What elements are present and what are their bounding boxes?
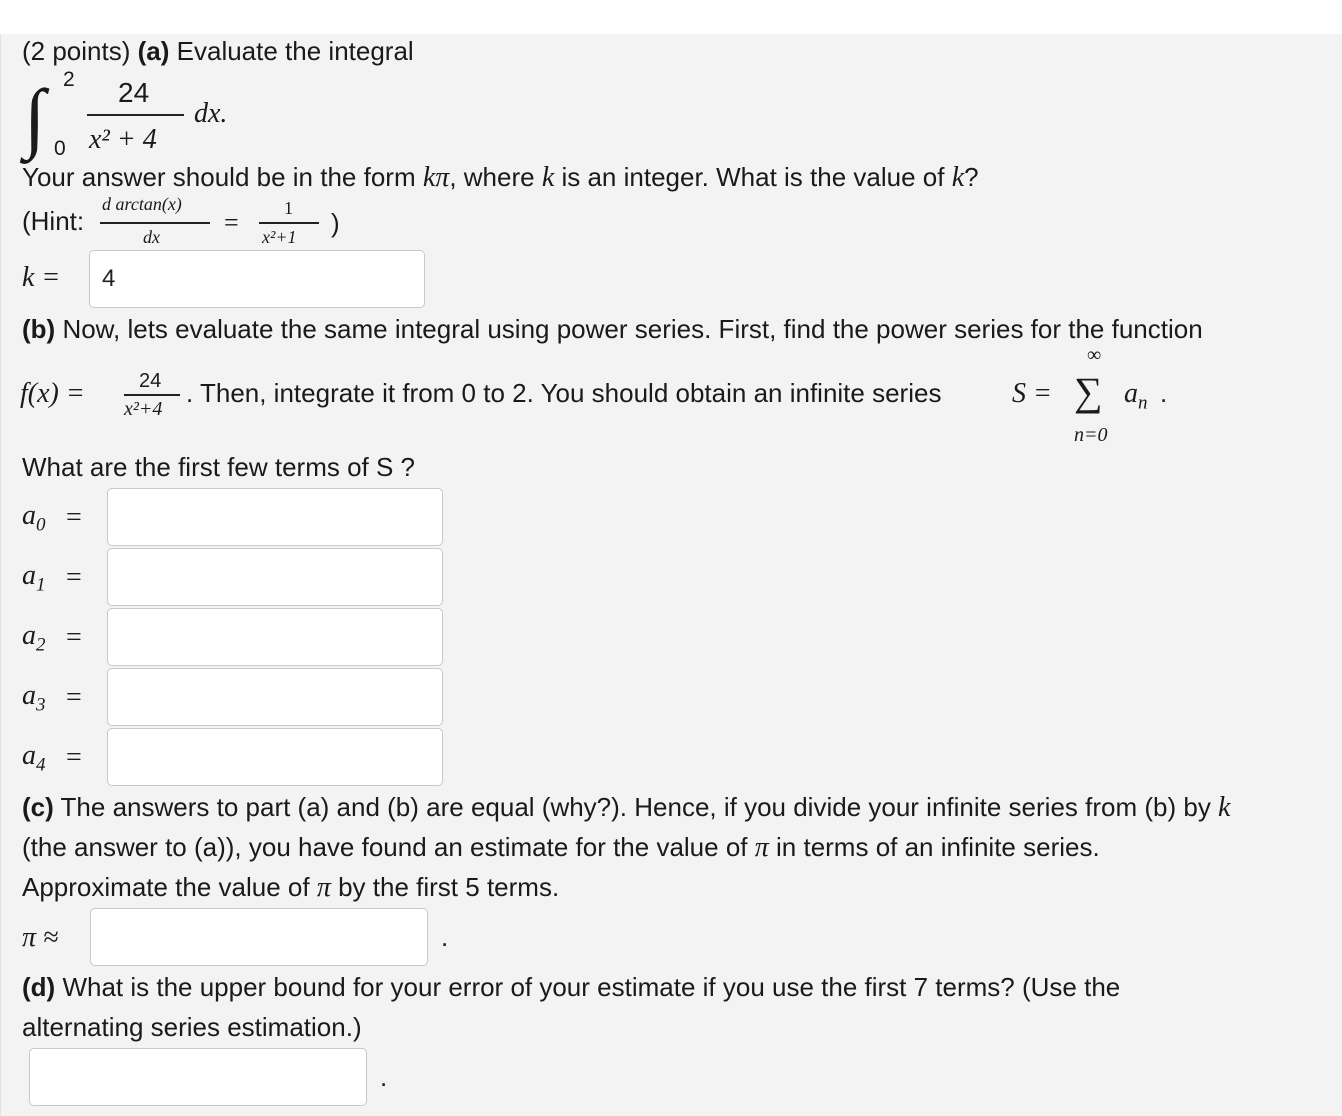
sum-lower-limit: n=0 [1074, 424, 1108, 446]
k-pi-symbol: kπ [422, 162, 450, 193]
part-a-header [22, 36, 414, 67]
error-bound-period: . [380, 1062, 388, 1092]
term-equals: = [66, 502, 82, 533]
integral-lower-limit: 0 [54, 137, 66, 160]
pi-approx-label: π ≈ [22, 922, 59, 953]
part-c-line-2 [22, 832, 1100, 864]
pi-estimate-input[interactable] [90, 908, 428, 966]
part-d-line-2: alternating series estimation.) [22, 1012, 362, 1042]
term-a3-input[interactable] [107, 668, 443, 726]
S-equals: S = [1012, 378, 1052, 409]
pi-symbol: π [754, 832, 769, 863]
sum-sign: ∑ [1074, 369, 1103, 414]
integral-sign: ∫ [24, 73, 46, 160]
term-label [22, 680, 46, 717]
fx-fraction-bar [124, 394, 180, 396]
integrand-fraction-bar [87, 114, 184, 116]
pi-symbol: π [316, 872, 331, 903]
a-n-letter: a [1124, 378, 1138, 409]
hint-close: ) [331, 208, 340, 238]
fx-denominator: x²+4 [124, 398, 163, 420]
term-a1-input[interactable] [107, 548, 443, 606]
part-c-line-1 [22, 792, 1230, 824]
integral-upper-limit: 2 [63, 68, 75, 91]
term-equals: = [66, 742, 82, 773]
k-symbol-question: k [951, 162, 965, 193]
part-c-text-3a: Approximate the value of [22, 872, 317, 902]
k-answer-input[interactable] [89, 250, 425, 308]
instruction-text-1: Your answer should be in the form [22, 162, 423, 192]
k-answer-label: k = [22, 262, 61, 293]
integrand-denominator: x² + 4 [89, 124, 157, 155]
term-equals: = [66, 562, 82, 593]
term-subscript: 1 [36, 574, 46, 596]
hint-open: (Hint: [22, 206, 85, 236]
hint-rhs-denominator: x²+1 [262, 227, 297, 247]
k-symbol-c: k [1218, 792, 1231, 823]
integral-differential: dx. [194, 98, 228, 129]
term-label [22, 620, 46, 657]
term-a0-input[interactable] [107, 488, 443, 546]
term-subscript: 3 [36, 694, 46, 716]
hint-lhs-denominator: dx [143, 227, 160, 247]
fx-numerator: 24 [139, 370, 162, 392]
a-n-term [1124, 378, 1148, 415]
terms-question: What are the first few terms of S ? [22, 452, 416, 482]
part-c-label: (c) [22, 792, 54, 822]
part-c-line-3 [22, 872, 559, 904]
term-a2-input[interactable] [107, 608, 443, 666]
k-symbol: k [541, 162, 555, 193]
part-d-line-1 [22, 972, 1120, 1003]
part-a-instruction [22, 162, 979, 194]
a-n-subscript: n [1138, 392, 1148, 414]
term-letter: a [22, 500, 36, 531]
term-subscript: 0 [36, 514, 46, 536]
instruction-text-2: , where [449, 162, 542, 192]
integrand-numerator: 24 [118, 77, 150, 108]
hint-lhs-fraction-bar [100, 222, 210, 224]
part-a-text: Evaluate the integral [176, 36, 414, 66]
hint-lhs-numerator: d arctan(x) [102, 194, 182, 214]
term-equals: = [66, 622, 82, 653]
part-c-text-1: The answers to part (a) and (b) are equal (why?). Hence, if you divide your infinite series from (b) by [60, 792, 1219, 822]
term-label [22, 500, 46, 537]
fx-label: f(x) = [20, 378, 85, 409]
term-letter: a [22, 680, 36, 711]
term-label [22, 740, 46, 777]
term-letter: a [22, 560, 36, 591]
part-b-text: Now, lets evaluate the same integral using power series. First, find the power series for the function [62, 314, 1203, 344]
term-letter: a [22, 620, 36, 651]
points-label: (2 points) [22, 36, 131, 66]
pi-estimate-period: . [441, 922, 449, 952]
part-b-label: (b) [22, 314, 56, 344]
part-d-label: (d) [22, 972, 56, 1002]
term-equals: = [66, 682, 82, 713]
term-subscript: 4 [36, 754, 46, 776]
term-subscript: 2 [36, 634, 46, 656]
term-label [22, 560, 46, 597]
part-a-label: (a) [137, 36, 170, 66]
term-letter: a [22, 740, 36, 771]
instruction-text-3: is an integer. What is the value of [554, 162, 952, 192]
term-a4-input[interactable] [107, 728, 443, 786]
part-b-text-2: . Then, integrate it from 0 to 2. You should obtain an infinite series [186, 378, 942, 408]
error-bound-input[interactable] [29, 1048, 367, 1106]
part-c-text-3b: by the first 5 terms. [330, 872, 560, 902]
part-d-text-1: What is the upper bound for your error of your estimate if you use the first 7 terms? (Use the [62, 972, 1121, 1002]
hint-equals: = [224, 208, 239, 237]
part-c-text-2b: in terms of an infinite series. [768, 832, 1100, 862]
hint-rhs-fraction-bar [259, 222, 319, 224]
hint-rhs-numerator: 1 [284, 198, 293, 218]
question-mark: ? [964, 162, 979, 192]
a-n-period: . [1160, 378, 1168, 408]
part-c-text-2a: (the answer to (a)), you have found an estimate for the value of [22, 832, 755, 862]
sum-upper-limit: ∞ [1087, 344, 1102, 366]
part-b-intro [22, 314, 1203, 345]
